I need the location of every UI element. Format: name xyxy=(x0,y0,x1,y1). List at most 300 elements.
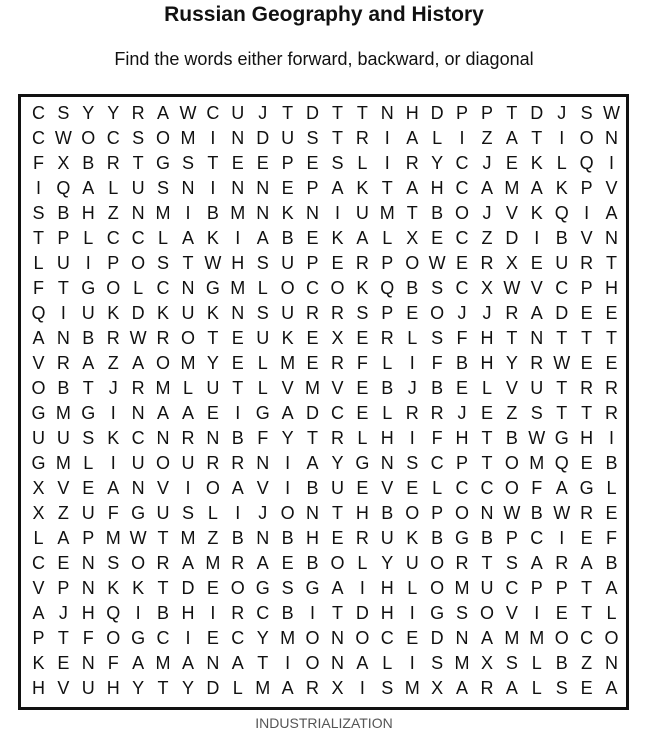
grid-letter: C xyxy=(530,527,544,548)
grid-letter: I xyxy=(185,477,191,498)
grid-letter: S xyxy=(82,427,95,448)
grid-letter: N xyxy=(231,177,245,198)
grid-letter: R xyxy=(530,352,544,373)
grid-letter: N xyxy=(81,652,95,673)
grid-letter: L xyxy=(158,227,169,248)
grid-letter: I xyxy=(35,177,41,198)
grid-letter: C xyxy=(455,177,469,198)
grid-letter: E xyxy=(356,327,369,348)
grid-letter: T xyxy=(331,127,343,148)
grid-letter: L xyxy=(531,677,542,698)
grid-letter: U xyxy=(330,477,344,498)
grid-letter: J xyxy=(482,302,492,323)
grid-letter: J xyxy=(58,602,68,623)
grid-letter: F xyxy=(431,427,443,448)
grid-letter: F xyxy=(456,327,468,348)
grid-letter: T xyxy=(481,552,493,573)
grid-letter: V xyxy=(57,477,70,498)
grid-letter: S xyxy=(157,252,170,273)
grid-letter: E xyxy=(480,402,493,423)
grid-letter: H xyxy=(231,252,245,273)
grid-letter: E xyxy=(306,352,319,373)
grid-letter: T xyxy=(481,452,493,473)
grid-letter: T xyxy=(531,127,543,148)
grid-letter: I xyxy=(135,602,141,623)
grid-letter: M xyxy=(454,577,470,598)
grid-letter: P xyxy=(381,252,394,273)
grid-letter: T xyxy=(182,252,194,273)
grid-letter: T xyxy=(57,277,69,298)
grid-letter: E xyxy=(505,152,518,173)
grid-letter: L xyxy=(382,652,393,673)
grid-letter: S xyxy=(431,327,444,348)
grid-letter: P xyxy=(580,277,593,298)
grid-letter: R xyxy=(580,377,594,398)
grid-letter: E xyxy=(431,227,444,248)
grid-letter: B xyxy=(431,377,444,398)
grid-letter: E xyxy=(331,252,344,273)
grid-letter: X xyxy=(406,227,419,248)
grid-letter: M xyxy=(280,627,296,648)
grid-letter: S xyxy=(406,452,419,473)
grid-letter: B xyxy=(306,477,319,498)
grid-letter: M xyxy=(180,527,196,548)
grid-letter: K xyxy=(107,577,120,598)
grid-letter: Q xyxy=(56,177,71,198)
grid-letter: I xyxy=(185,202,191,223)
grid-letter: P xyxy=(107,252,120,273)
grid-letter: O xyxy=(455,502,470,523)
grid-letter: K xyxy=(206,302,219,323)
grid-letter: G xyxy=(81,277,96,298)
grid-letter: Y xyxy=(431,152,444,173)
grid-letter: I xyxy=(334,202,340,223)
grid-letter: R xyxy=(330,302,344,323)
grid-letter: E xyxy=(406,627,419,648)
grid-letter: S xyxy=(132,127,145,148)
grid-letter: A xyxy=(605,677,618,698)
grid-letter: B xyxy=(206,202,219,223)
grid-letter: J xyxy=(557,102,567,123)
grid-letter: O xyxy=(430,552,445,573)
grid-letter: E xyxy=(206,627,219,648)
grid-letter: I xyxy=(85,252,91,273)
grid-letter: C xyxy=(106,227,120,248)
grid-letter: H xyxy=(106,677,120,698)
grid-letter: Q xyxy=(106,602,121,623)
grid-letter: A xyxy=(505,127,518,148)
grid-letter: P xyxy=(381,302,394,323)
grid-letter: E xyxy=(57,552,70,573)
grid-letter: S xyxy=(107,552,120,573)
grid-letter: O xyxy=(330,552,345,573)
grid-letter: F xyxy=(431,352,443,373)
grid-letter: O xyxy=(106,277,121,298)
grid-letter: M xyxy=(180,127,196,148)
grid-letter: U xyxy=(181,452,195,473)
grid-letter: S xyxy=(256,252,269,273)
grid-letter: N xyxy=(330,652,344,673)
grid-letter: A xyxy=(231,652,244,673)
grid-letter: O xyxy=(355,627,370,648)
grid-letter: J xyxy=(482,152,492,173)
grid-letter: T xyxy=(556,377,568,398)
grid-letter: V xyxy=(605,177,618,198)
grid-letter: R xyxy=(580,502,594,523)
grid-letter: U xyxy=(156,502,170,523)
grid-letter: C xyxy=(131,227,145,248)
grid-letter: E xyxy=(555,602,568,623)
grid-letter: P xyxy=(57,577,70,598)
grid-letter: S xyxy=(530,402,543,423)
grid-letter: M xyxy=(230,202,246,223)
grid-letter: U xyxy=(555,252,569,273)
grid-letter: U xyxy=(131,452,145,473)
grid-letter: V xyxy=(505,602,518,623)
grid-letter: A xyxy=(605,202,618,223)
grid-letter: T xyxy=(506,102,518,123)
grid-letter: O xyxy=(156,452,171,473)
grid-letter: B xyxy=(555,652,568,673)
grid-letter: I xyxy=(210,127,216,148)
grid-letter: B xyxy=(406,277,419,298)
grid-letter: R xyxy=(405,402,419,423)
grid-letter: B xyxy=(157,602,170,623)
grid-letter: X xyxy=(480,652,493,673)
grid-letter: M xyxy=(305,377,321,398)
grid-letter: B xyxy=(281,527,294,548)
grid-letter: I xyxy=(285,452,291,473)
grid-letter: C xyxy=(31,127,45,148)
grid-letter: L xyxy=(382,402,393,423)
grid-letter: Q xyxy=(31,302,46,323)
grid-letter: T xyxy=(32,227,44,248)
grid-letter: U xyxy=(480,577,494,598)
grid-letter: R xyxy=(131,102,145,123)
grid-letter: L xyxy=(83,452,94,473)
grid-letter: L xyxy=(556,152,567,173)
grid-letter: U xyxy=(405,552,419,573)
grid-letter: B xyxy=(605,452,618,473)
grid-letter: K xyxy=(281,202,294,223)
grid-letter: T xyxy=(207,327,219,348)
grid-letter: I xyxy=(110,452,116,473)
grid-letter: E xyxy=(605,352,618,373)
grid-letter: E xyxy=(256,152,269,173)
grid-letter: O xyxy=(330,277,345,298)
grid-letter: T xyxy=(157,677,169,698)
grid-letter: I xyxy=(534,227,540,248)
grid-letter: B xyxy=(480,527,493,548)
grid-letter: O xyxy=(604,627,619,648)
grid-letter: E xyxy=(605,502,618,523)
grid-letter: B xyxy=(281,227,294,248)
grid-letter: L xyxy=(108,177,119,198)
grid-letter: E xyxy=(580,527,593,548)
grid-letter: A xyxy=(480,177,493,198)
grid-letter: H xyxy=(455,427,469,448)
grid-letter: O xyxy=(280,277,295,298)
grid-letter: A xyxy=(132,652,145,673)
grid-letter: A xyxy=(530,552,543,573)
grid-letter: O xyxy=(31,377,46,398)
grid-letter: K xyxy=(206,227,219,248)
grid-letter: E xyxy=(306,227,319,248)
grid-letter: G xyxy=(355,452,370,473)
grid-letter: P xyxy=(456,102,469,123)
grid-letter: B xyxy=(82,152,95,173)
grid-letter: L xyxy=(481,377,492,398)
grid-letter: A xyxy=(256,552,269,573)
grid-letter: A xyxy=(406,127,419,148)
grid-letter: M xyxy=(529,452,545,473)
grid-letter: C xyxy=(505,577,519,598)
grid-letter: B xyxy=(57,377,70,398)
grid-letter: O xyxy=(156,127,171,148)
grid-letter: S xyxy=(505,552,518,573)
grid-letter: M xyxy=(55,402,71,423)
grid-letter: S xyxy=(32,202,45,223)
grid-letter: A xyxy=(181,552,194,573)
grid-letter: E xyxy=(306,327,319,348)
grid-letter: G xyxy=(579,477,594,498)
grid-letter: W xyxy=(528,427,546,448)
grid-letter: K xyxy=(32,652,45,673)
grid-letter: O xyxy=(131,552,146,573)
grid-letter: W xyxy=(179,102,197,123)
grid-letter: T xyxy=(581,602,593,623)
grid-letter: N xyxy=(530,327,544,348)
grid-letter: R xyxy=(580,252,594,273)
grid-letter: Z xyxy=(481,227,493,248)
grid-letter: L xyxy=(407,327,418,348)
grid-letter: O xyxy=(305,652,320,673)
grid-letter: T xyxy=(581,402,593,423)
grid-letter: L xyxy=(382,227,393,248)
grid-letter: B xyxy=(281,602,294,623)
grid-letter: P xyxy=(82,527,95,548)
grid-letter: H xyxy=(380,602,394,623)
grid-letter: I xyxy=(409,602,415,623)
grid-letter: P xyxy=(306,252,319,273)
grid-letter: S xyxy=(431,277,444,298)
grid-letter: L xyxy=(257,352,268,373)
grid-letter: N xyxy=(81,552,95,573)
grid-letter: A xyxy=(580,552,593,573)
grid-letter: N xyxy=(156,427,170,448)
grid-letter: M xyxy=(155,652,171,673)
grid-letter: S xyxy=(580,102,593,123)
letter-grid xyxy=(26,100,624,700)
grid-letter: G xyxy=(156,152,171,173)
grid-letter: T xyxy=(331,602,343,623)
grid-letter: S xyxy=(555,677,568,698)
grid-letter: A xyxy=(605,577,618,598)
grid-letter: L xyxy=(133,277,144,298)
grid-letter: T xyxy=(381,177,393,198)
grid-letter: E xyxy=(331,527,344,548)
grid-letter: N xyxy=(256,177,270,198)
grid-letter: S xyxy=(256,302,269,323)
grid-letter: R xyxy=(306,302,320,323)
grid-letter: D xyxy=(181,577,195,598)
grid-letter: K xyxy=(530,202,543,223)
grid-letter: A xyxy=(82,352,95,373)
grid-letter: Y xyxy=(256,627,269,648)
grid-letter: O xyxy=(504,452,519,473)
grid-letter: T xyxy=(207,152,219,173)
grid-letter: O xyxy=(579,127,594,148)
grid-letter: I xyxy=(235,402,241,423)
grid-letter: Y xyxy=(381,552,394,573)
grid-letter: B xyxy=(505,427,518,448)
grid-letter: G xyxy=(31,452,46,473)
grid-letter: U xyxy=(131,177,145,198)
grid-letter: V xyxy=(256,477,269,498)
grid-letter: E xyxy=(306,152,319,173)
grid-letter: J xyxy=(407,377,417,398)
grid-letter: A xyxy=(356,652,369,673)
grid-letter: C xyxy=(306,277,320,298)
grid-letter: C xyxy=(430,452,444,473)
grid-letter: R xyxy=(231,602,245,623)
grid-letter: T xyxy=(556,327,568,348)
grid-letter: M xyxy=(155,377,171,398)
grid-letter: W xyxy=(129,527,147,548)
grid-letter: J xyxy=(482,202,492,223)
grid-letter: I xyxy=(359,577,365,598)
grid-letter: T xyxy=(157,577,169,598)
grid-letter: D xyxy=(355,602,369,623)
grid-letter: E xyxy=(580,677,593,698)
grid-letter: P xyxy=(580,177,593,198)
grid-letter: C xyxy=(455,277,469,298)
grid-letter: C xyxy=(455,477,469,498)
grid-letter: F xyxy=(82,627,94,648)
grid-letter: L xyxy=(182,377,193,398)
grid-letter: R xyxy=(555,552,569,573)
grid-letter: F xyxy=(107,652,119,673)
grid-letter: F xyxy=(107,502,119,523)
grid-letter: N xyxy=(181,177,195,198)
grid-letter: G xyxy=(205,277,220,298)
grid-letter: C xyxy=(580,627,594,648)
grid-letter: K xyxy=(281,327,294,348)
grid-letter: E xyxy=(206,577,219,598)
grid-letter: G xyxy=(554,427,569,448)
grid-letter: U xyxy=(81,302,95,323)
grid-letter: H xyxy=(480,352,494,373)
grid-letter: P xyxy=(57,227,70,248)
grid-letter: F xyxy=(32,277,44,298)
grid-letter: D xyxy=(430,102,444,123)
grid-letter: D xyxy=(256,127,270,148)
grid-letter: L xyxy=(207,502,218,523)
grid-letter: Y xyxy=(281,427,294,448)
grid-letter: B xyxy=(231,427,244,448)
grid-letter: P xyxy=(431,502,444,523)
grid-letter: E xyxy=(206,402,219,423)
grid-letter: B xyxy=(82,327,95,348)
grid-letter: T xyxy=(556,402,568,423)
grid-letter: P xyxy=(32,627,45,648)
grid-letter: R xyxy=(355,252,369,273)
grid-letter: X xyxy=(331,677,344,698)
grid-letter: W xyxy=(553,352,571,373)
grid-letter: N xyxy=(131,202,145,223)
grid-letter: A xyxy=(231,477,244,498)
grid-letter: M xyxy=(504,177,520,198)
grid-letter: S xyxy=(181,502,194,523)
grid-letter: P xyxy=(456,452,469,473)
grid-letter: U xyxy=(256,327,270,348)
grid-letter: E xyxy=(281,177,294,198)
grid-letter: O xyxy=(430,302,445,323)
grid-letter: V xyxy=(505,202,518,223)
grid-letter: M xyxy=(155,202,171,223)
grid-letter: R xyxy=(231,452,245,473)
grid-letter: T xyxy=(307,427,319,448)
grid-letter: D xyxy=(430,627,444,648)
grid-letter: L xyxy=(357,552,368,573)
grid-letter: G xyxy=(31,402,46,423)
grid-letter: W xyxy=(129,327,147,348)
grid-letter: Q xyxy=(554,452,569,473)
grid-letter: C xyxy=(330,402,344,423)
grid-letter: A xyxy=(480,627,493,648)
grid-letter: Y xyxy=(132,677,145,698)
grid-letter: W xyxy=(428,252,446,273)
grid-letter: G xyxy=(305,577,320,598)
grid-letter: I xyxy=(384,152,390,173)
grid-letter: N xyxy=(380,452,394,473)
grid-letter: R xyxy=(380,327,394,348)
grid-letter: A xyxy=(32,327,45,348)
grid-letter: R xyxy=(405,152,419,173)
grid-letter: A xyxy=(356,227,369,248)
grid-letter: X xyxy=(32,502,45,523)
grid-letter: T xyxy=(82,377,94,398)
grid-letter: A xyxy=(132,352,145,373)
grid-letter: H xyxy=(81,202,95,223)
grid-letter: O xyxy=(81,127,96,148)
grid-letter: B xyxy=(530,502,543,523)
grid-letter: Q xyxy=(554,202,569,223)
grid-letter: I xyxy=(559,127,565,148)
grid-letter: O xyxy=(405,252,420,273)
grid-letter: P xyxy=(555,577,568,598)
grid-letter: K xyxy=(406,527,419,548)
grid-letter: E xyxy=(605,302,618,323)
grid-letter: C xyxy=(131,427,145,448)
grid-letter: A xyxy=(181,652,194,673)
grid-letter: V xyxy=(32,577,45,598)
grid-letter: U xyxy=(355,202,369,223)
grid-letter: E xyxy=(406,477,419,498)
grid-letter: U xyxy=(56,252,70,273)
grid-letter: A xyxy=(281,402,294,423)
grid-letter: V xyxy=(57,677,70,698)
grid-letter: R xyxy=(56,352,70,373)
grid-letter: M xyxy=(255,677,271,698)
grid-letter: E xyxy=(406,302,419,323)
grid-letter: W xyxy=(553,502,571,523)
grid-letter: C xyxy=(31,102,45,123)
grid-letter: A xyxy=(32,602,45,623)
grid-letter: E xyxy=(456,252,469,273)
grid-letter: I xyxy=(210,602,216,623)
grid-letter: S xyxy=(157,177,170,198)
